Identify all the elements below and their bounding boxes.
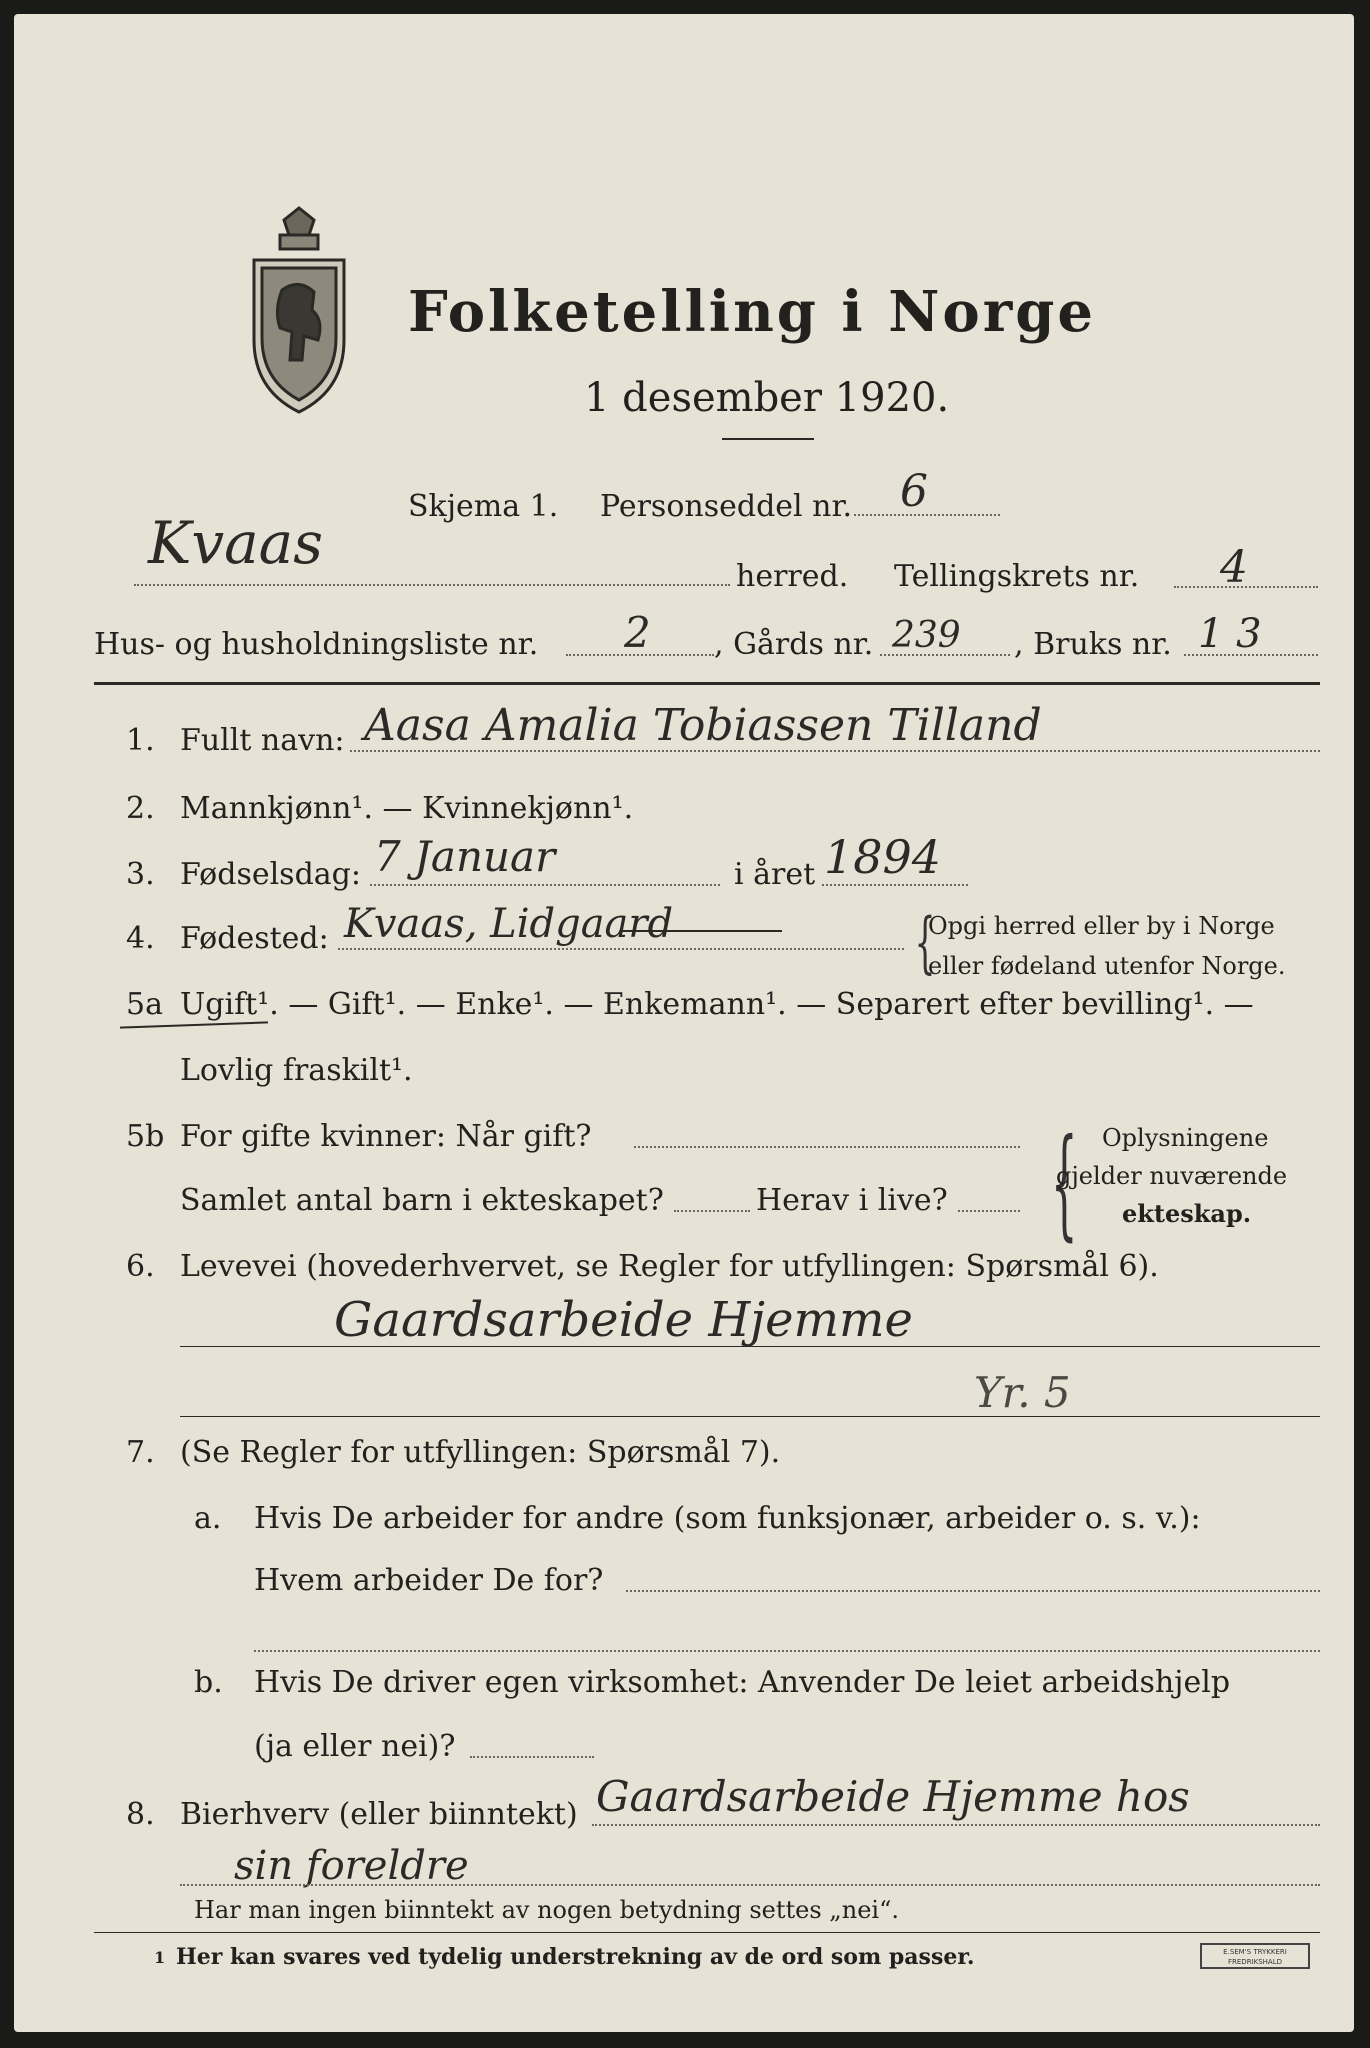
q4-number: 4.	[126, 921, 155, 956]
q7a-line2	[254, 1650, 1320, 1652]
birthplace-strikethrough	[622, 930, 782, 932]
occupation-value[interactable]: Gaardsarbeide Hjemme	[334, 1292, 913, 1348]
side-occupation-value-cont[interactable]: sin foreldre	[234, 1843, 469, 1889]
q4-bracket: {	[914, 904, 936, 981]
gards-value[interactable]: 239	[892, 615, 961, 656]
occupation-code: Yr. 5	[974, 1368, 1071, 1417]
birth-year-value[interactable]: 1894	[824, 830, 942, 884]
census-date: 1 desember 1920.	[584, 375, 950, 421]
q5a-options[interactable]: Ugift¹. — Gift¹. — Enke¹. — Enkemann¹. — Separert efter bevilling¹. —	[180, 987, 1254, 1022]
q1-label: Fullt navn:	[180, 723, 345, 758]
q6-line2	[180, 1416, 1320, 1417]
q5b-note-line1: Oplysningene	[1102, 1124, 1269, 1152]
q7-number: 7.	[126, 1435, 155, 1470]
q5b-alive-line	[958, 1210, 1020, 1212]
herred-value[interactable]: Kvaas	[148, 509, 324, 577]
q7b-label: Hvis De driver egen virksomhet: Anvender De leiet arbeidshjelp	[254, 1665, 1231, 1700]
census-form	[14, 14, 1354, 2032]
bruks-label: , Bruks nr.	[1014, 627, 1172, 662]
q5b-children-line	[674, 1210, 750, 1212]
q7b-letter: b.	[194, 1665, 223, 1700]
gards-label: , Gårds nr.	[714, 627, 874, 662]
printer-stamp-line1: E.SEM'S TRYKKERI	[1223, 1948, 1287, 1956]
q5b-note-line3: ekteskap.	[1122, 1199, 1252, 1228]
q5b-children-label: Samlet antal barn i ekteskapet?	[180, 1183, 664, 1218]
q5b-married-line	[634, 1146, 1020, 1148]
q3-number: 3.	[126, 857, 155, 892]
form-title: Folketelling i Norge	[408, 279, 1097, 345]
q6-number: 6.	[126, 1249, 155, 1284]
q5b-alive-label: Herav i live?	[756, 1183, 948, 1218]
personseddel-value[interactable]: 6	[900, 466, 928, 517]
printer-stamp	[1200, 1943, 1310, 1969]
q7b-line	[470, 1756, 594, 1758]
q4-note-line1: Opgi herred eller by i Norge	[928, 912, 1275, 940]
footnote-text: Her kan svares ved tydelig understrekning av de ord som passer.	[176, 1944, 975, 1970]
hus-value[interactable]: 2	[624, 608, 651, 657]
footnote-rule	[94, 1932, 1320, 1933]
herred-line	[134, 584, 730, 586]
q2-number: 2.	[126, 791, 155, 826]
q3-label: Fødselsdag:	[180, 857, 361, 892]
herred-label: herred.	[736, 559, 849, 594]
full-name-value[interactable]: Aasa Amalia Tobiassen Tilland	[364, 700, 1042, 751]
side-occupation-value[interactable]: Gaardsarbeide Hjemme hos	[596, 1772, 1190, 1821]
norway-coat-of-arms-icon	[244, 200, 354, 420]
q5b-note-line2: gjelder nuværende	[1056, 1162, 1288, 1190]
q4-note-line2: eller fødeland utenfor Norge.	[928, 952, 1286, 980]
skjema-label: Skjema 1.	[408, 489, 559, 524]
q7a-line1	[626, 1590, 1320, 1592]
q5a-underline-mark	[120, 1021, 268, 1028]
q5b-label: For gifte kvinner: Når gift?	[180, 1119, 592, 1154]
q5a-options-cont[interactable]: Lovlig fraskilt¹.	[180, 1053, 413, 1088]
q8-label: Bierhverv (eller biinntekt)	[180, 1797, 578, 1832]
q8-line2	[180, 1884, 1320, 1886]
q6-label: Levevei (hovederhvervet, se Regler for utfyllingen: Spørsmål 6).	[180, 1249, 1159, 1284]
footnote-mark: 1	[154, 1948, 166, 1967]
q5b-number: 5b	[126, 1119, 165, 1154]
q7a-letter: a.	[194, 1501, 222, 1536]
q7a-label: Hvis De arbeider for andre (som funksjonær, arbeider o. s. v.):	[254, 1501, 1201, 1536]
q8-number: 8.	[126, 1797, 155, 1832]
q3-year-line	[822, 884, 968, 886]
q2-label: Mannkjønn¹. — Kvinnekjønn¹.	[180, 791, 634, 826]
tellingskrets-value[interactable]: 4	[1220, 542, 1248, 593]
q5a-number: 5a	[126, 987, 163, 1022]
q4-line	[338, 948, 904, 950]
birth-day-value[interactable]: 7 Januar	[374, 832, 556, 881]
q1-number: 1.	[126, 723, 155, 758]
q7b-question: (ja eller nei)?	[254, 1729, 456, 1764]
q3-day-line	[370, 884, 720, 886]
q3-year-label: i året	[734, 857, 816, 892]
hus-label: Hus- og husholdningsliste nr.	[94, 627, 539, 662]
birthplace-value[interactable]: Kvaas, Lidgaard	[344, 901, 674, 947]
bruks-value[interactable]: 1 3	[1198, 611, 1262, 657]
header-rule	[94, 682, 1320, 685]
q5b-bracket: {	[1050, 1114, 1078, 1253]
q6-line1	[180, 1346, 1320, 1347]
q4-label: Fødested:	[180, 921, 329, 956]
q8-note: Har man ingen biinntekt av nogen betydning settes „nei“.	[194, 1896, 899, 1924]
q7-label: (Se Regler for utfyllingen: Spørsmål 7).	[180, 1435, 781, 1470]
title-rule	[722, 438, 814, 440]
q8-line1	[592, 1824, 1320, 1826]
tellingskrets-label: Tellingskrets nr.	[894, 559, 1140, 594]
printer-stamp-line2: FREDRIKSHALD	[1227, 1958, 1282, 1966]
personseddel-label: Personseddel nr.	[600, 489, 853, 524]
q7a-question: Hvem arbeider De for?	[254, 1563, 604, 1598]
